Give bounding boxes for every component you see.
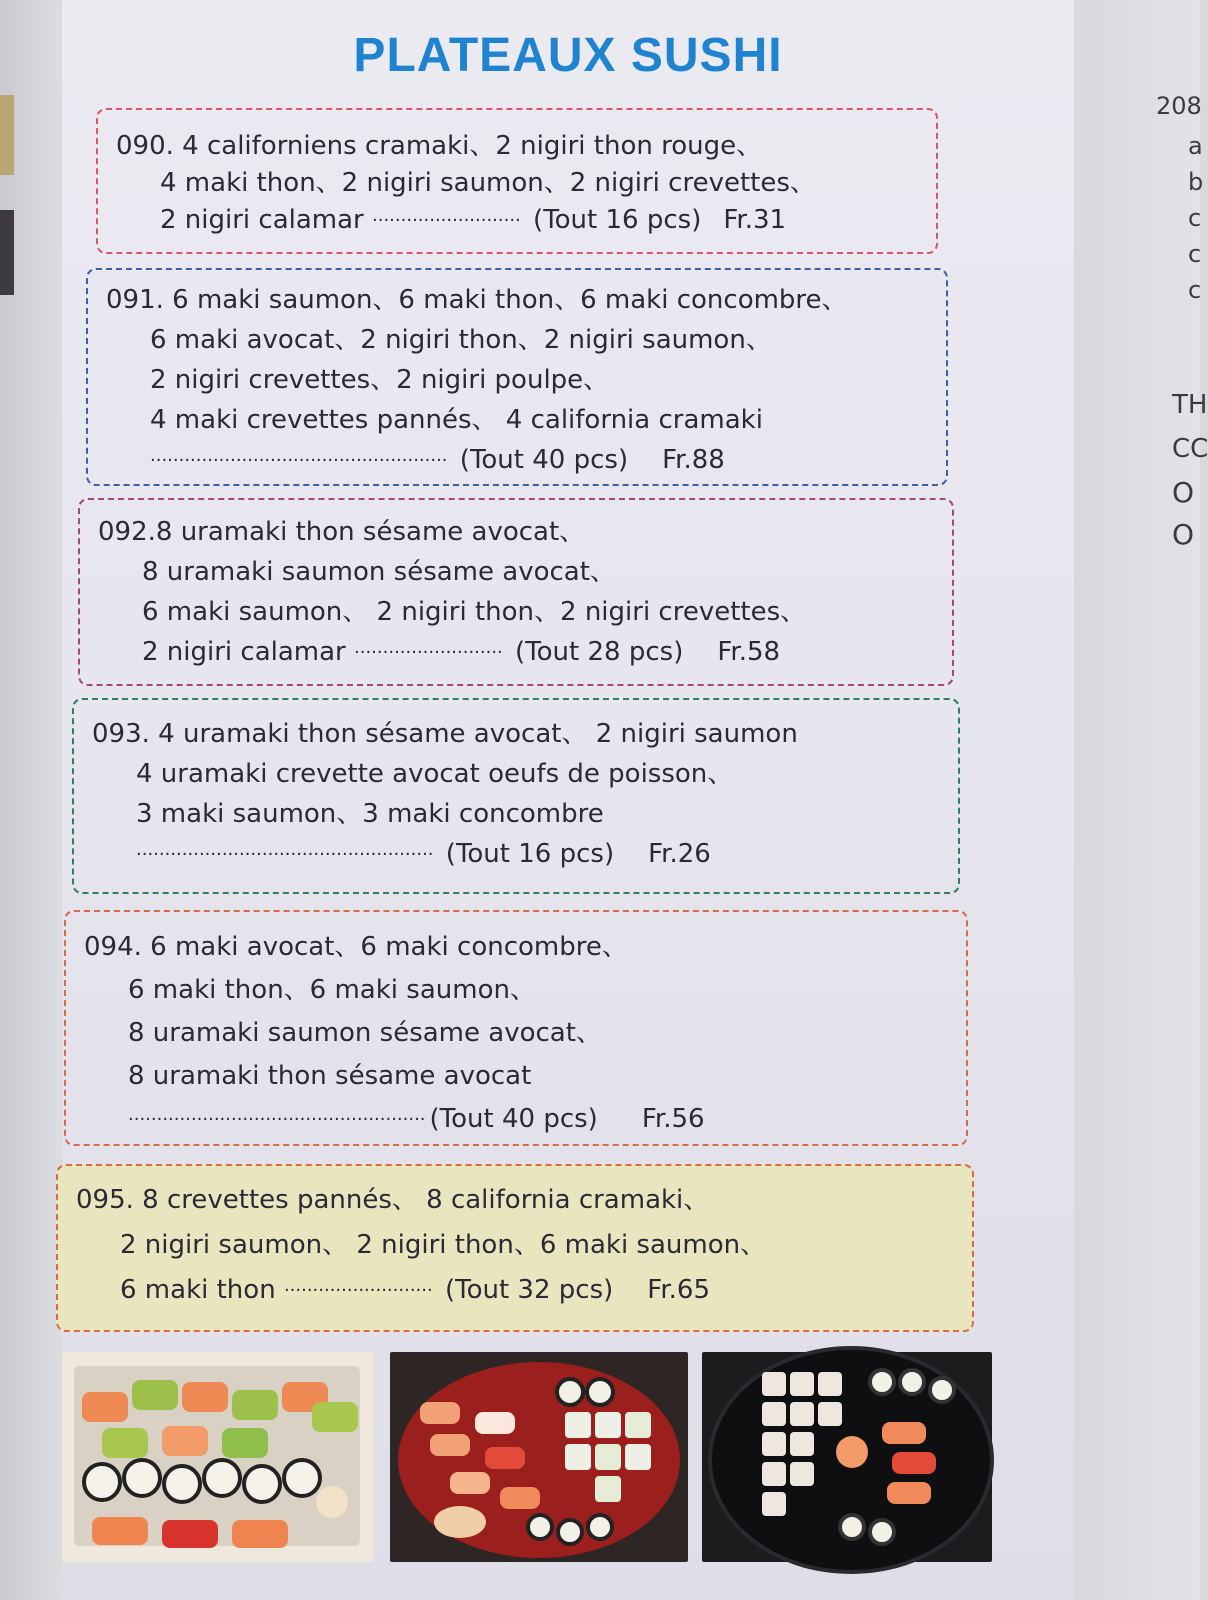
adjacent-photo-fragment (0, 95, 14, 175)
price: Fr.56 (641, 1104, 705, 1134)
adjacent-text-fragment: TH (1172, 390, 1208, 420)
item-line: 095. 8 crevettes pannés、 8 california cramaki、 (76, 1185, 710, 1215)
sushi-illustration (702, 1352, 992, 1562)
adjacent-text-fragment: a (1188, 132, 1203, 160)
leader-dots: ·························· (136, 843, 285, 865)
plateau-095 (56, 1164, 974, 1332)
item-text: 6 maki thon (120, 1275, 276, 1305)
item-line: 093. 4 uramaki thon sésame avocat、 2 nigiri saumon (92, 719, 798, 749)
plateau-093 (72, 698, 960, 894)
item-line: 8 uramaki saumon sésame avocat、 (128, 1018, 602, 1048)
item-line (106, 440, 928, 480)
item-line: 094. 6 maki avocat、6 maki concombre、 (84, 932, 628, 962)
item-line: 6 maki saumon、 2 nigiri thon、2 nigiri crevettes、 (142, 597, 807, 627)
piece-count: (Tout 16 pcs) (533, 205, 702, 235)
leader-dots: ·························· (276, 1109, 426, 1130)
price: Fr.58 (717, 637, 781, 667)
item-line (84, 1098, 948, 1141)
item-text: 2 nigiri calamar (142, 637, 346, 667)
item-line (98, 632, 934, 672)
sushi-illustration (390, 1352, 688, 1562)
adjacent-text-fragment: c (1188, 204, 1202, 232)
leader-dots: ·························· (284, 843, 434, 865)
item-line (92, 834, 940, 874)
price: Fr.65 (647, 1275, 710, 1305)
item-line: 8 uramaki saumon sésame avocat、 (142, 557, 616, 587)
price: Fr.26 (648, 839, 711, 869)
item-line: 4 uramaki crevette avocat oeufs de poisson、 (136, 759, 734, 789)
adjacent-text-fragment: CC (1172, 434, 1208, 464)
sushi-photo-platter (390, 1352, 688, 1562)
adjacent-text-fragment: c (1188, 240, 1202, 268)
item-line (76, 1268, 954, 1313)
adjacent-page-right (1074, 0, 1208, 1600)
adjacent-text-fragment: O (1172, 476, 1195, 509)
item-line: 2 nigiri saumon、 2 nigiri thon、6 maki saumon、 (120, 1230, 767, 1260)
adjacent-text-fragment: 208 (1156, 92, 1202, 120)
item-line: 092.8 uramaki thon sésame avocat、 (98, 517, 586, 547)
leader-dots: ·························· (150, 449, 299, 471)
price: Fr.31 (723, 205, 787, 235)
adjacent-photo-fragment (0, 210, 14, 295)
item-line (116, 202, 918, 239)
leader-dots: ·························· (372, 210, 521, 231)
piece-count: (Tout 40 pcs) (429, 1104, 598, 1134)
adjacent-text-fragment: O (1172, 518, 1195, 551)
sushi-photo-boat (702, 1352, 992, 1562)
price: Fr.88 (662, 445, 725, 475)
sushi-photo-tray (62, 1352, 374, 1562)
leader-dots: ·························· (128, 1109, 277, 1130)
leader-dots: ·························· (298, 449, 448, 471)
sushi-illustration (62, 1352, 374, 1562)
piece-count: (Tout 32 pcs) (444, 1275, 614, 1305)
item-line: 6 maki thon、6 maki saumon、 (128, 975, 536, 1005)
leader-dots: ·························· (283, 1280, 433, 1301)
item-line: 091. 6 maki saumon、6 maki thon、6 maki concombre、 (106, 285, 848, 315)
piece-count: (Tout 16 pcs) (445, 839, 615, 869)
item-line: 4 maki thon、2 nigiri saumon、2 nigiri crevettes、 (160, 168, 816, 198)
item-text: 2 nigiri calamar (160, 205, 364, 235)
piece-count: (Tout 28 pcs) (515, 637, 684, 667)
item-line: 2 nigiri crevettes、2 nigiri poulpe、 (150, 365, 610, 395)
piece-count: (Tout 40 pcs) (459, 445, 629, 475)
item-line: 090. 4 californiens cramaki、2 nigiri thon rouge、 (116, 131, 763, 161)
page-title: PLATEAUX SUSHI (353, 29, 783, 82)
leader-dots: ·························· (354, 641, 503, 663)
item-line: 6 maki avocat、2 nigiri thon、2 nigiri saumon、 (150, 325, 772, 355)
item-line: 3 maki saumon、3 maki concombre (136, 799, 604, 829)
adjacent-text-fragment: c (1188, 276, 1202, 304)
item-line: 8 uramaki thon sésame avocat (128, 1061, 532, 1091)
plateau-094 (64, 910, 968, 1146)
plateau-092 (78, 498, 954, 686)
plateau-091 (86, 268, 948, 486)
item-line: 4 maki crevettes pannés、 4 california cramaki (150, 405, 763, 435)
adjacent-page-left (0, 0, 62, 1600)
adjacent-text-fragment: b (1188, 168, 1204, 196)
plateau-090 (96, 108, 938, 254)
